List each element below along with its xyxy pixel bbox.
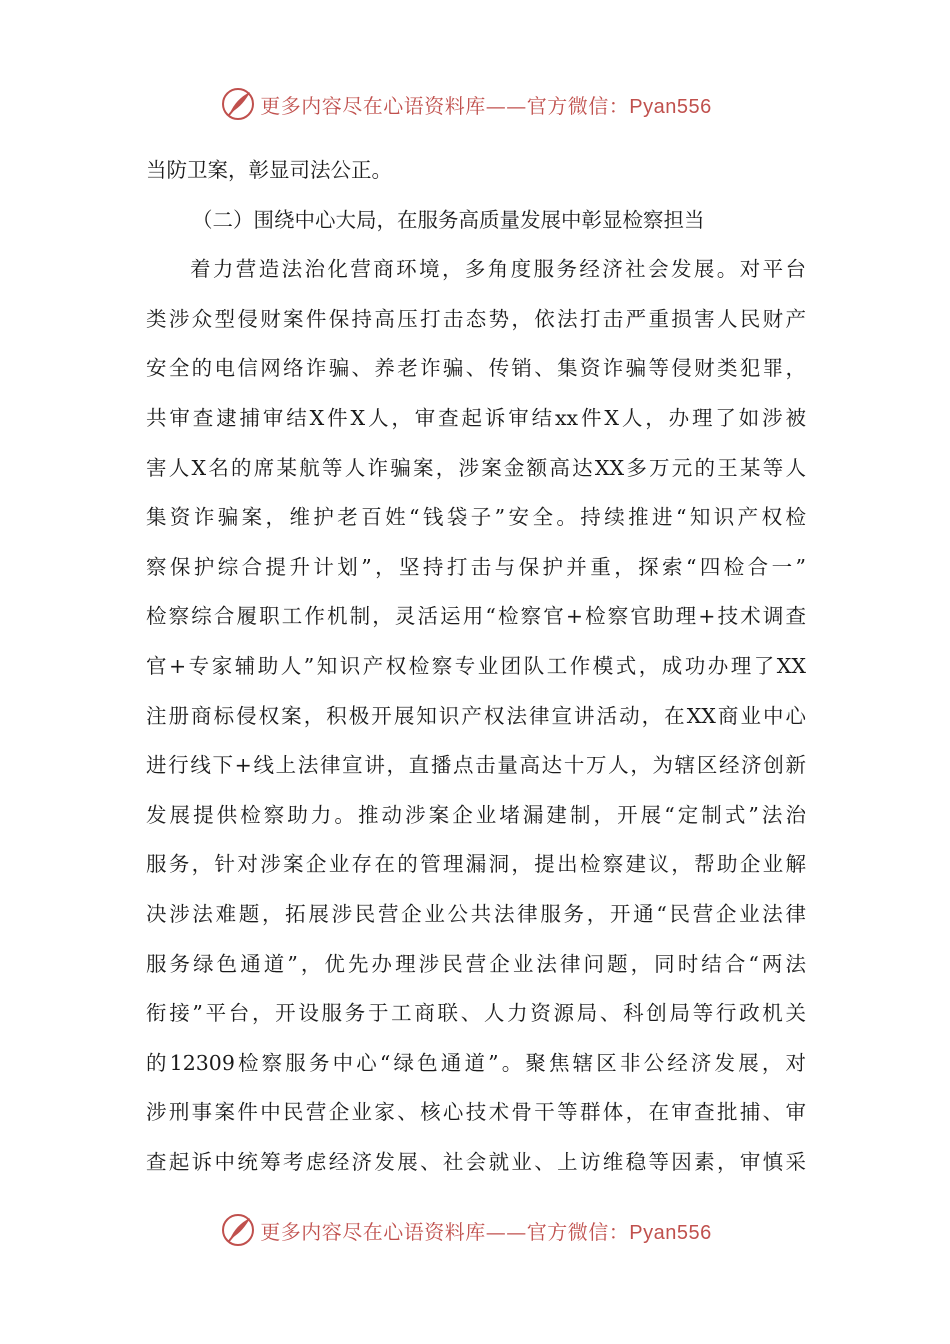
text-line: 涉刑事案件中民营企业家、核心技术骨干等群体，在审查批捕、审 bbox=[146, 1100, 806, 1125]
text-line: 害人X名的席某航等人诈骗案，涉案金额高达XX多万元的王某等人 bbox=[146, 455, 806, 480]
quill-logo-icon bbox=[220, 86, 256, 122]
text-line: 官+专家辅助人”知识产权检察专业团队工作模式，成功办理了XX bbox=[146, 653, 806, 678]
text-line: 检察综合履职工作机制，灵活运用“检察官+检察官助理+技术调查 bbox=[146, 604, 806, 629]
text-line: 当防卫案，彰显司法公正。 bbox=[146, 158, 392, 182]
text-line: 决涉法难题，拓展涉民营企业公共法律服务，开通“民营企业法律 bbox=[146, 901, 806, 926]
text-line: 的12309检察服务中心“绿色通道”。聚焦辖区非公经济发展，对 bbox=[146, 1050, 806, 1075]
wechat-id: Pyan556 bbox=[629, 95, 712, 118]
text-line: 安全的电信网络诈骗、养老诈骗、传销、集资诈骗等侵财类犯罪， bbox=[146, 356, 806, 381]
wechat-id: Pyan556 bbox=[629, 1221, 712, 1244]
watermark-banner-bottom bbox=[0, 1210, 950, 1250]
text-line: 发展提供检察助力。推动涉案企业堵漏建制，开展“定制式”法治 bbox=[146, 802, 806, 827]
watermark-text: 更多内容尽在心语资料库——官方微信：Pyan556 bbox=[260, 93, 712, 118]
text-line: 服务绿色通道”，优先办理涉民营企业法律问题，同时结合“两法 bbox=[146, 951, 806, 976]
paragraph-first-line: 着力营造法治化营商环境，多角度服务经济社会发展。对平台 bbox=[190, 257, 806, 282]
text-line: 衔接”平台，开设服务于工商联、人力资源局、科创局等行政机关 bbox=[146, 1001, 806, 1026]
watermark-text: 更多内容尽在心语资料库——官方微信：Pyan556 bbox=[260, 1219, 712, 1244]
text-line: 查起诉中统筹考虑经济发展、社会就业、上访维稳等因素，审慎采 bbox=[146, 1149, 806, 1174]
quill-logo-icon bbox=[220, 1212, 256, 1248]
document-body bbox=[146, 146, 806, 1187]
text-line: 注册商标侵权案，积极开展知识产权法律宣讲活动，在XX商业中心 bbox=[146, 703, 806, 728]
text-line: 共审查逮捕审结X件X人，审查起诉审结xx件X人，办理了如涉被 bbox=[146, 405, 806, 430]
text-line: 类涉众型侵财案件保持高压打击态势，依法打击严重损害人民财产 bbox=[146, 306, 806, 331]
text-line: 进行线下+线上法律宣讲，直播点击量高达十万人，为辖区经济创新 bbox=[146, 753, 806, 778]
text-line: 服务，针对涉案企业存在的管理漏洞，提出检察建议，帮助企业解 bbox=[146, 852, 806, 877]
text-line: 集资诈骗案，维护老百姓“钱袋子”安全。持续推进“知识产权检 bbox=[146, 505, 806, 530]
section-heading: （二）围绕中心大局，在服务高质量发展中彰显检察担当 bbox=[192, 207, 705, 232]
watermark-banner-top bbox=[0, 84, 950, 124]
text-line: 察保护综合提升计划”，坚持打击与保护并重，探索“四检合一” bbox=[146, 554, 806, 579]
